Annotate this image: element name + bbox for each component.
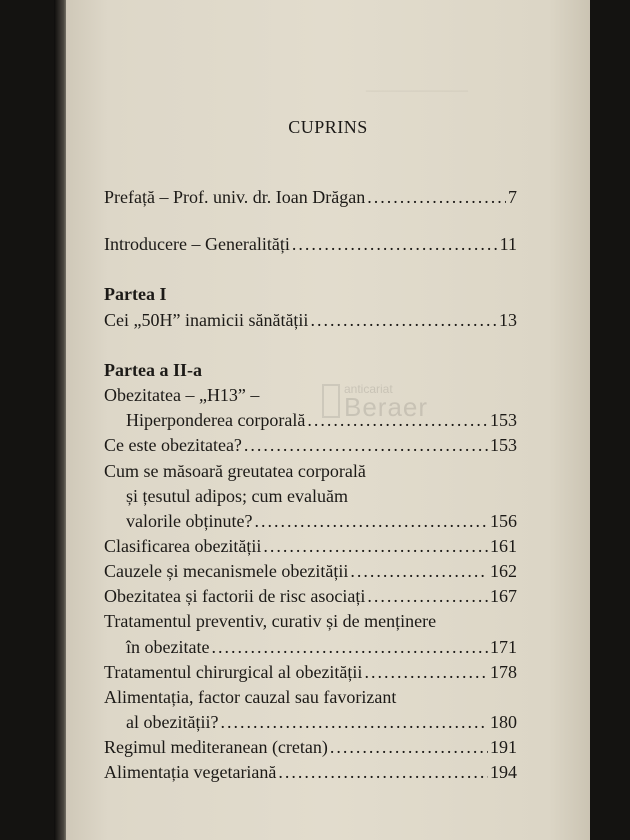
dot-leader — [364, 661, 488, 683]
dot-leader — [278, 761, 488, 783]
dot-leader — [307, 409, 488, 431]
toc-page-number: 13 — [499, 310, 517, 330]
toc-entry-text: Tratamentul chirurgical al obezității — [104, 662, 363, 682]
toc-entry-line[interactable]: Cum se măsoară greutatea corporală — [104, 461, 366, 481]
toc-entry-text: Introducere – Generalități — [104, 234, 290, 254]
toc-page-number: 153 — [490, 435, 517, 455]
toc-page-number: 7 — [508, 187, 517, 207]
toc-entry-text: valorile obținute? — [126, 511, 253, 531]
toc-page-number: 162 — [490, 561, 517, 581]
dot-leader — [220, 711, 488, 733]
dot-leader — [350, 560, 488, 582]
toc-page-number: 194 — [490, 762, 517, 782]
toc-entry-introducere[interactable] — [104, 233, 517, 255]
toc-entry-line[interactable]: Alimentația, factor cauzal sau favorizant — [104, 687, 397, 707]
toc-page-number: 191 — [490, 737, 517, 757]
dot-leader — [292, 233, 498, 255]
dot-leader — [254, 510, 488, 532]
dot-leader — [310, 309, 497, 331]
dot-leader — [367, 585, 488, 607]
toc-entry-line[interactable]: și țesutul adipos; cum evaluăm — [126, 486, 348, 506]
toc-entry-factorii-risc[interactable] — [104, 585, 517, 607]
toc-entry-cum-se-masoara[interactable] — [126, 510, 517, 532]
watermark-large-text: Beraer — [344, 392, 429, 422]
toc-entry-text: Prefață – Prof. univ. dr. Ioan Drăgan — [104, 187, 366, 207]
toc-entry-cei-50h[interactable] — [104, 309, 517, 331]
toc-entry-text: Obezitatea și factorii de risc asociați — [104, 586, 366, 606]
toc-entry-alimentatia-factor[interactable] — [126, 711, 517, 733]
dot-leader — [330, 736, 488, 758]
dot-leader — [263, 535, 488, 557]
toc-entry-text: Cei „50H” inamicii sănătății — [104, 310, 309, 330]
toc-entry-text: al obezității? — [126, 712, 219, 732]
toc-entry-text: Clasificarea obezității — [104, 536, 262, 556]
toc-entry-tratamentul-preventiv[interactable] — [126, 636, 517, 658]
toc-entry-clasificarea[interactable] — [104, 535, 517, 557]
toc-page-number: 180 — [490, 712, 517, 732]
page-title: CUPRINS — [288, 117, 368, 137]
dot-leader — [367, 186, 506, 208]
toc-entry-prefata[interactable] — [104, 186, 517, 208]
toc-page-number: 11 — [499, 234, 517, 254]
toc-entry-regimul-mediteranean[interactable] — [104, 736, 517, 758]
toc-entry-alimentatia-vegetariana[interactable] — [104, 761, 517, 783]
toc-entry-text: Cauzele și mecanismele obezității — [104, 561, 349, 581]
toc-entry-line[interactable]: Obezitatea – „H13” – — [104, 385, 260, 405]
toc-page-number: 167 — [490, 586, 517, 606]
toc-entry-text: Alimentația vegetariană — [104, 762, 277, 782]
toc-entry-ce-este[interactable] — [104, 434, 517, 456]
dot-leader — [244, 434, 488, 456]
toc-entry-text: Hiperponderea corporală — [126, 410, 306, 430]
toc-page-number: 171 — [490, 637, 517, 657]
toc-entry-tratamentul-chirurgical[interactable] — [104, 661, 517, 683]
toc-entry-line[interactable]: Tratamentul preventiv, curativ și de menținere — [104, 611, 437, 631]
toc-entry-cauzele[interactable] — [104, 560, 517, 582]
toc-page-number: 156 — [490, 511, 517, 531]
toc-entry-text: Ce este obezitatea? — [104, 435, 242, 455]
section-heading-partea-1: Partea I — [104, 284, 167, 304]
toc-entry-text: în obezitate — [126, 637, 210, 657]
toc-page-number: 178 — [490, 662, 517, 682]
bleed-through-text: —————— — [366, 80, 468, 99]
toc-page-number: 161 — [490, 536, 517, 556]
section-heading-partea-2: Partea a II-a — [104, 360, 202, 380]
watermark-small-text: anticariat — [344, 382, 393, 396]
dot-leader — [211, 636, 488, 658]
toc-entry-obezitatea-h13[interactable] — [126, 409, 517, 431]
toc-page-number: 153 — [490, 410, 517, 430]
book-page — [66, 0, 590, 840]
toc-entry-text: Regimul mediteranean (cretan) — [104, 737, 328, 757]
